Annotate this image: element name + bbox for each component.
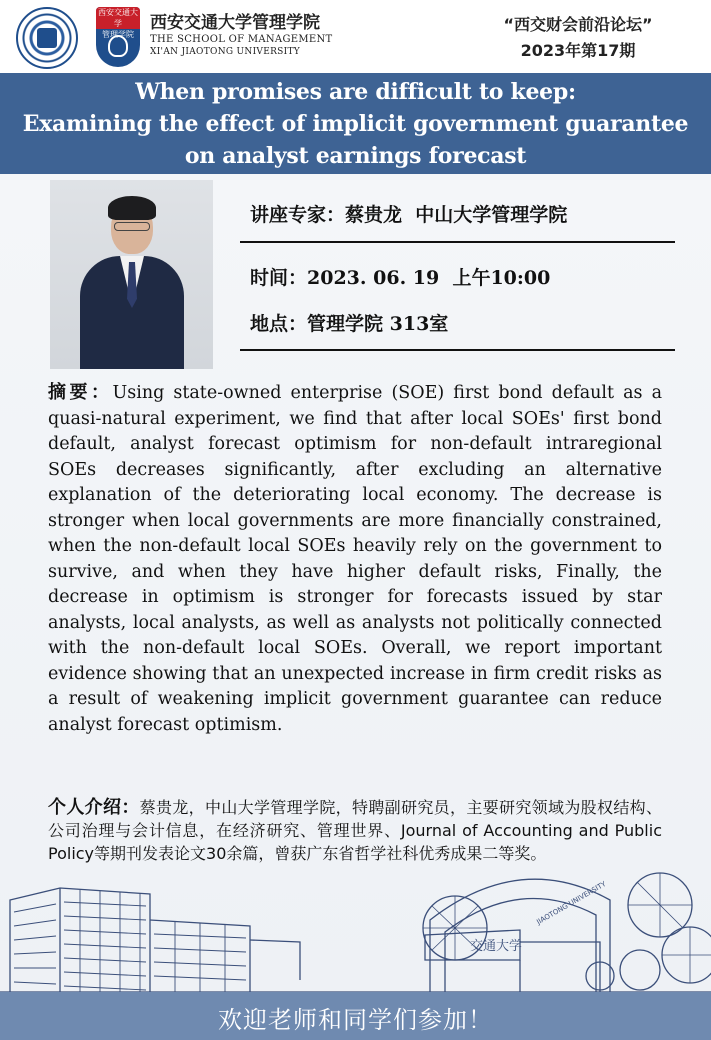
speaker-portrait-icon bbox=[50, 180, 213, 369]
divider-top bbox=[240, 241, 675, 243]
place-label: 地点： bbox=[250, 313, 308, 335]
series-issue: 2023年第17期 bbox=[520, 41, 636, 60]
speaker-name: 蔡贵龙 bbox=[345, 204, 403, 226]
school-name-en-line2: XI'AN JIAOTONG UNIVERSITY bbox=[150, 47, 301, 57]
bio-text: 蔡贵龙，中山大学管理学院，特聘副研究员，主要研究领域为股权结构、公司治理与会计信息，在经济研究、管理世界、Journal of Accounting and Public Policy等期刊发表论文30余篇，曾获广东省哲学社科优秀成果二等奖。 bbox=[48, 798, 662, 863]
time-label: 时间： bbox=[250, 267, 308, 289]
school-name-en-line1: THE SCHOOL OF MANAGEMENT bbox=[150, 34, 333, 45]
series-name: “西交财会前沿论坛” bbox=[503, 15, 653, 34]
header bbox=[0, 0, 711, 73]
speaker-label: 讲座专家： bbox=[250, 204, 346, 226]
speaker-info bbox=[250, 200, 567, 227]
title-line-1: When promises are difficult to keep: bbox=[135, 79, 576, 105]
school-name-cn: 西安交通大学管理学院 bbox=[150, 13, 320, 33]
title-line-3: on analyst earnings forecast bbox=[184, 143, 527, 169]
speaker-affiliation: 中山大学管理学院 bbox=[415, 204, 568, 226]
university-seal-icon bbox=[16, 7, 78, 69]
school-emblem-icon bbox=[96, 7, 140, 67]
title-line-2: Examining the effect of implicit government guarantee bbox=[22, 111, 689, 137]
som-logo-text-1: 西安交通大学 bbox=[98, 8, 138, 28]
time-value: 2023. 06. 19 上午10:00 bbox=[307, 267, 551, 289]
divider-bottom bbox=[240, 349, 675, 351]
abstract-text: Using state-owned enterprise (SOE) first bond default as a quasi-natural experiment, we find that after local SOEs' first bond default, analyst forecast optimism for non-default intraregional SOEs decreases significantly, after excluding an alternative explanation of the deteriorating local economy. The decrease is stronger when local governments are more financially constrained, when the non-default local SOEs heavily rely on the government to survive, and when they have higher default risks, Finally, the decrease in optimism is stronger for forecasts issued by star analysts, local analysts, as well as analysts not politically connected with the non-default local SOEs. Overall, we report important evidence showing that an unexpected increase in firm credit risks as a result of weakening implicit government guarantee can reduce analyst forecast optimism. bbox=[48, 383, 662, 735]
footer-welcome-text: 欢迎老师和同学们参加！ bbox=[218, 1006, 493, 1034]
title-band bbox=[0, 73, 711, 174]
abstract-label: 摘要： bbox=[48, 382, 113, 403]
footer-band bbox=[0, 992, 711, 1040]
time-info bbox=[250, 263, 550, 290]
bio-label: 个人介绍： bbox=[48, 797, 140, 818]
place-value: 管理学院 313室 bbox=[307, 313, 449, 335]
place-info bbox=[250, 309, 448, 336]
gate-text-en: JIAOTONG UNIVERSITY bbox=[535, 880, 608, 927]
bio bbox=[48, 796, 662, 865]
gate-text-cn: 交通大学 bbox=[470, 939, 523, 954]
abstract bbox=[48, 380, 662, 738]
som-logo-text-2: 管理学院 bbox=[102, 30, 134, 39]
